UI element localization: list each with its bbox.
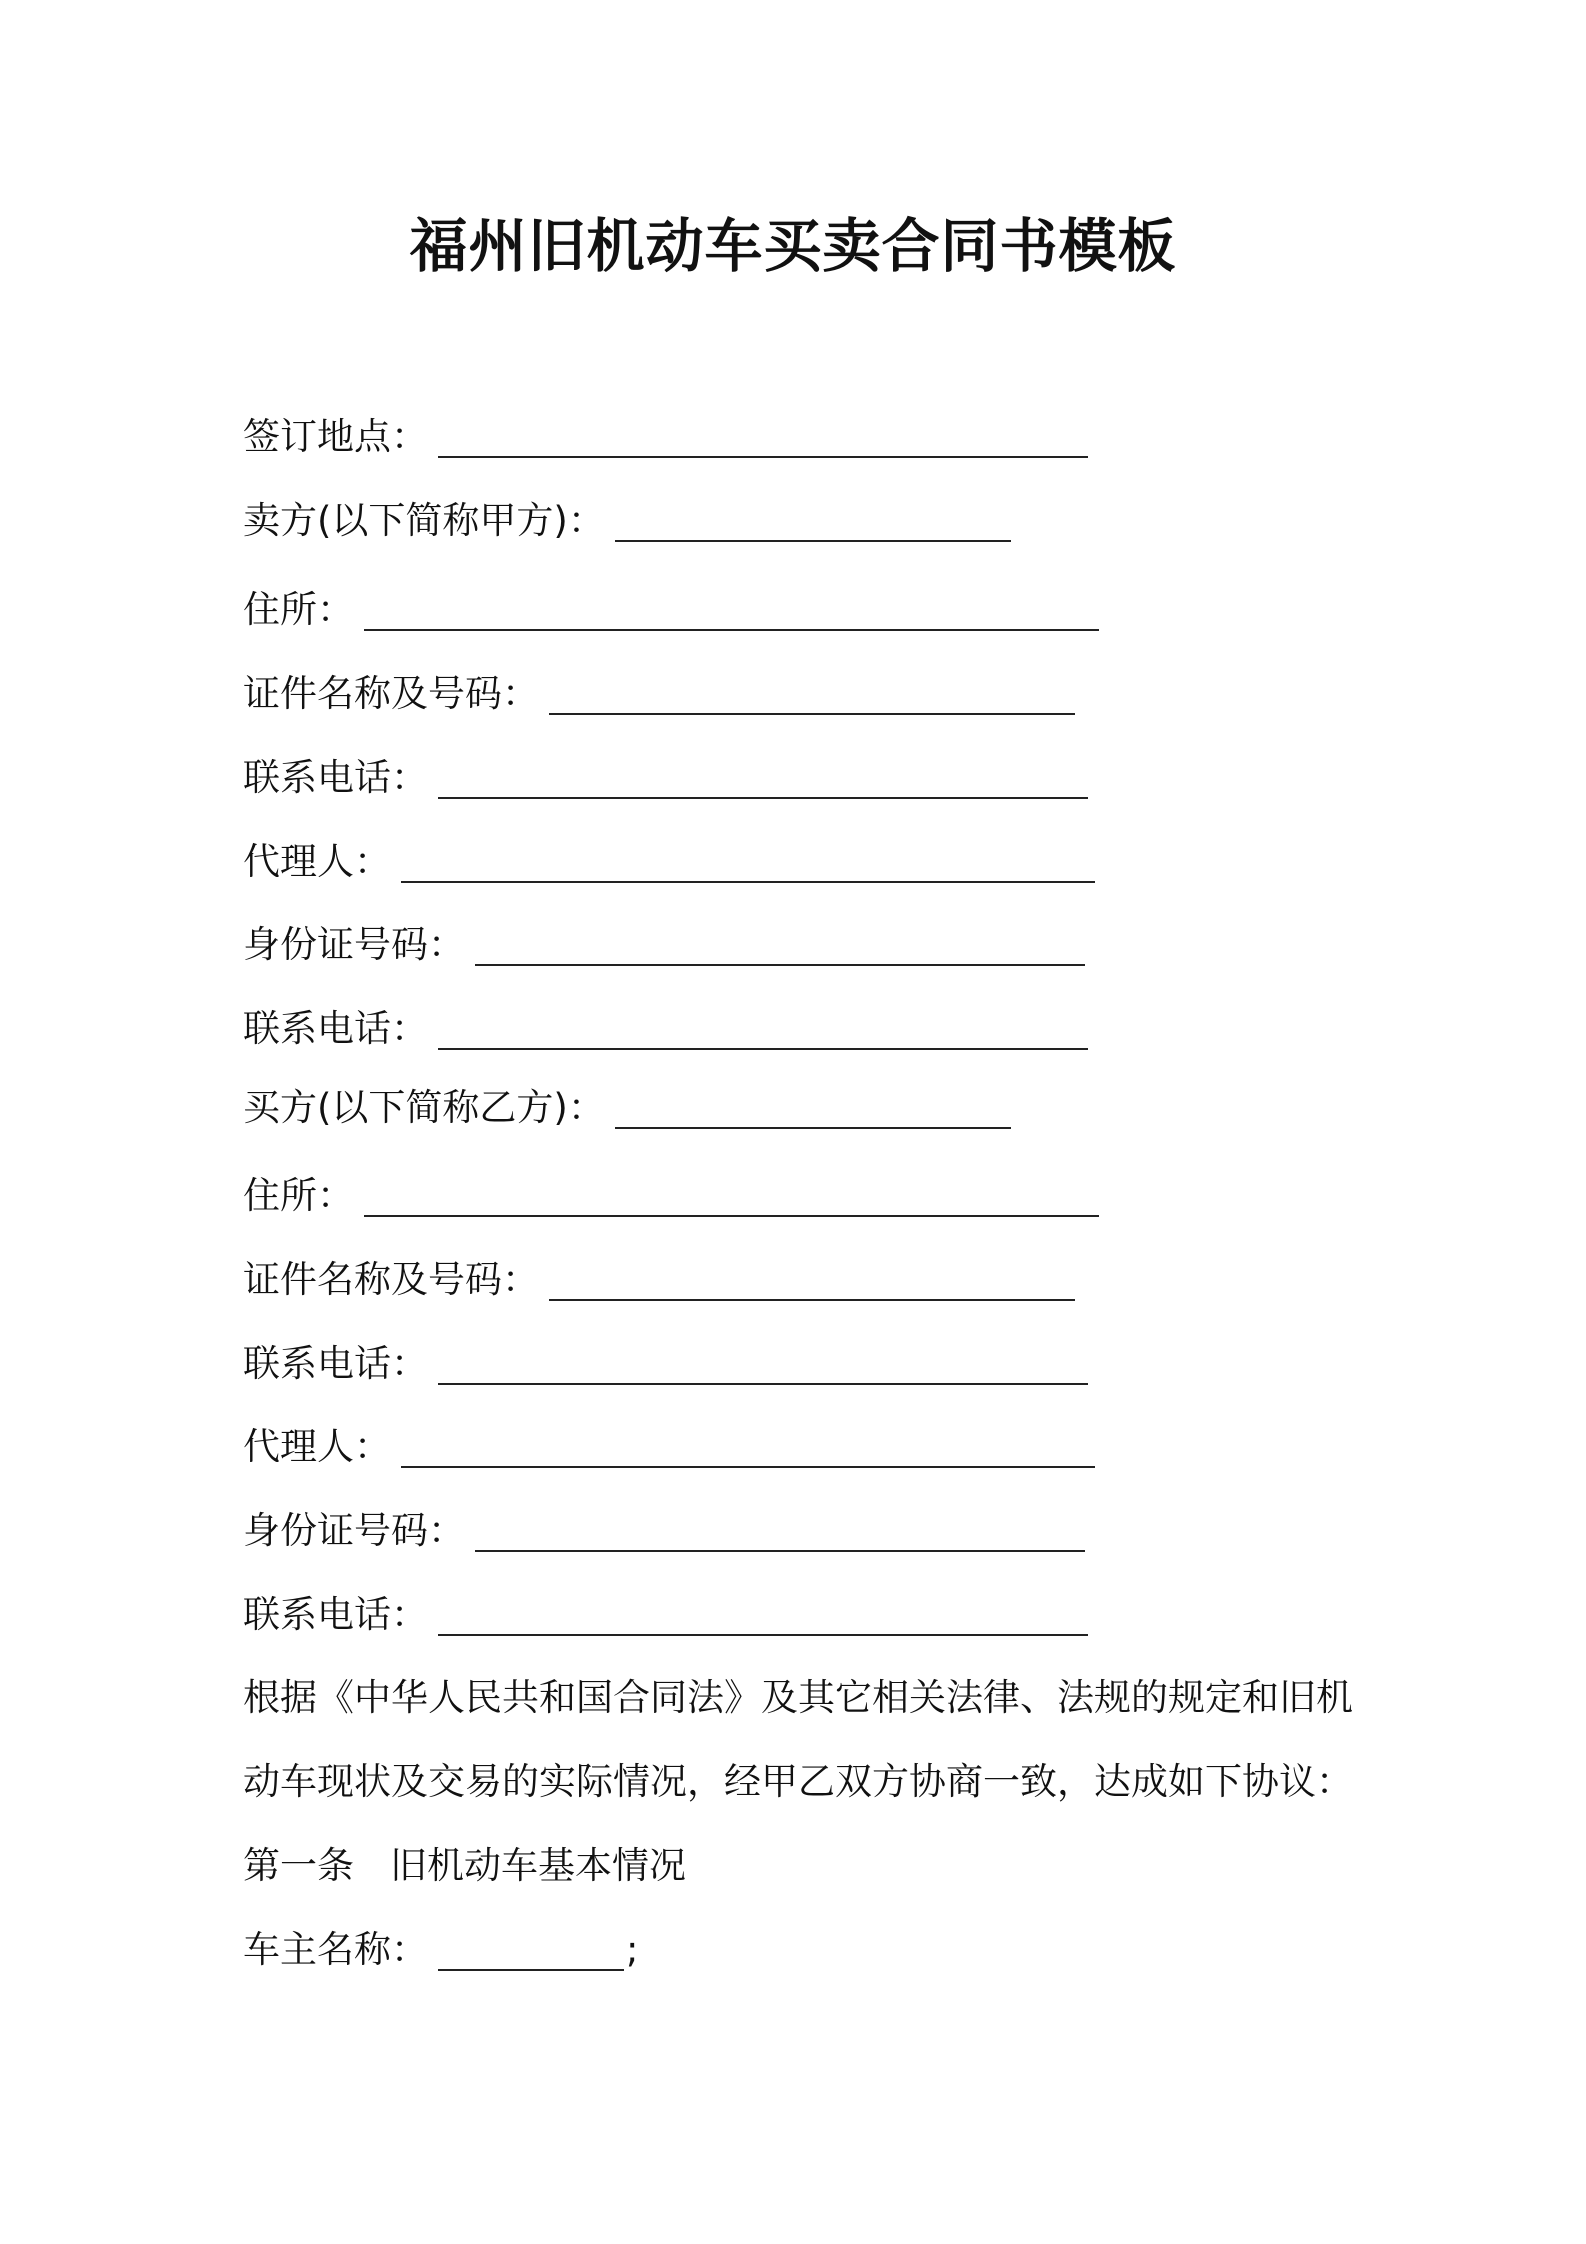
field-label: 卖方(以下简称甲方)： xyxy=(243,499,605,542)
fill-in-blank[interactable] xyxy=(438,416,1088,458)
field-buyer-agent-phone xyxy=(243,1590,1088,1640)
field-buyer-agent xyxy=(243,1422,1095,1472)
field-label: 买方(以下简称乙方)： xyxy=(243,1086,605,1129)
field-label: 联系电话： xyxy=(243,1342,428,1385)
fill-in-blank[interactable] xyxy=(549,673,1075,715)
field-label: 车主名称： xyxy=(243,1928,428,1971)
field-label: 联系电话： xyxy=(243,1593,428,1636)
field-label: 代理人： xyxy=(243,1425,391,1468)
field-label: 住所： xyxy=(243,1174,354,1217)
field-seller-agent xyxy=(243,837,1095,887)
field-label: 代理人： xyxy=(243,840,391,883)
fill-in-blank[interactable] xyxy=(475,1510,1085,1552)
fill-in-blank[interactable] xyxy=(438,757,1088,799)
field-owner-name xyxy=(243,1925,638,1975)
fill-in-blank[interactable] xyxy=(438,1594,1088,1636)
field-suffix: ; xyxy=(626,1928,639,1971)
field-label: 住所： xyxy=(243,588,354,631)
fill-in-blank[interactable] xyxy=(475,924,1085,966)
field-seller-address xyxy=(243,585,1099,635)
field-label: 身份证号码： xyxy=(243,923,465,966)
fill-in-blank[interactable] xyxy=(438,1929,624,1971)
field-signing-place xyxy=(243,412,1088,462)
article-1-heading xyxy=(243,1841,686,1891)
article-number: 第一条 xyxy=(243,1844,354,1887)
intro-line-1: 根据《中华人民共和国合同法》及其它相关法律、法规的规定和旧机 xyxy=(243,1676,1353,1719)
field-buyer-phone xyxy=(243,1339,1088,1389)
field-label: 身份证号码： xyxy=(243,1509,465,1552)
field-label: 联系电话： xyxy=(243,756,428,799)
field-buyer-agent-id xyxy=(243,1506,1085,1556)
fill-in-blank[interactable] xyxy=(401,841,1095,883)
fill-in-blank[interactable] xyxy=(615,1087,1011,1129)
fill-in-blank[interactable] xyxy=(438,1008,1088,1050)
fill-in-blank[interactable] xyxy=(438,1343,1088,1385)
field-buyer xyxy=(243,1083,1011,1133)
article-title: 旧机动车基本情况 xyxy=(390,1844,686,1887)
field-label: 签订地点： xyxy=(243,415,428,458)
field-seller-agent-phone xyxy=(243,1004,1088,1054)
fill-in-blank[interactable] xyxy=(401,1426,1095,1468)
fill-in-blank[interactable] xyxy=(364,1175,1099,1217)
field-label: 证件名称及号码： xyxy=(243,672,539,715)
field-seller-id-doc xyxy=(243,669,1075,719)
fill-in-blank[interactable] xyxy=(364,589,1099,631)
fill-in-blank[interactable] xyxy=(549,1259,1075,1301)
document-title: 福州旧机动车买卖合同书模板 xyxy=(409,212,1177,280)
field-buyer-id-doc xyxy=(243,1255,1075,1305)
field-seller xyxy=(243,496,1011,546)
fill-in-blank[interactable] xyxy=(615,500,1011,542)
field-buyer-address xyxy=(243,1171,1099,1221)
field-label: 证件名称及号码： xyxy=(243,1258,539,1301)
intro-line-2: 动车现状及交易的实际情况，经甲乙双方协商一致，达成如下协议： xyxy=(243,1760,1353,1803)
field-seller-phone xyxy=(243,753,1088,803)
field-seller-agent-id xyxy=(243,920,1085,970)
field-label: 联系电话： xyxy=(243,1007,428,1050)
